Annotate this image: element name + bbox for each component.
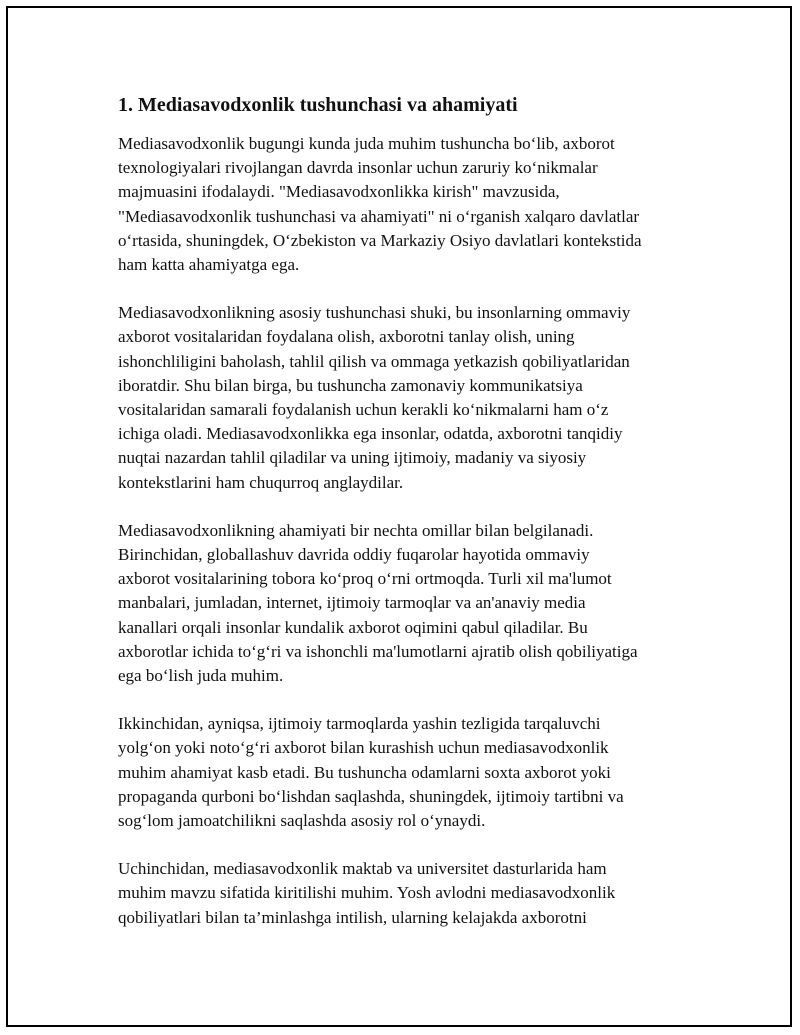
text-line: muhim mavzu sifatida kiritilishi muhim. Yosh avlodni mediasavodxonlik bbox=[118, 883, 616, 903]
text-line: o‘rtasida, shuningdek, O‘zbekiston va Markaziy Osiyo davlatlari kontekstida bbox=[118, 230, 642, 250]
text-line: ishonchliligini baholash, tahlil qilish va ommaga yetkazish qobiliyatlaridan bbox=[118, 351, 630, 371]
text-line: Ikkinchidan, ayniqsa, ijtimoiy tarmoqlarda yashin tezligida tarqaluvchi bbox=[118, 714, 601, 734]
text-line: Birinchidan, globallashuv davrida oddiy fuqarolar hayotida ommaviy bbox=[118, 545, 590, 565]
text-line: Mediasavodxonlikning asosiy tushunchasi shuki, bu insonlarning ommaviy bbox=[118, 303, 631, 323]
text-line: muhim ahamiyat kasb etadi. Bu tushuncha odamlarni soxta axborot yoki bbox=[118, 762, 611, 782]
text-line: ham katta ahamiyatga ega. bbox=[118, 255, 300, 275]
text-line: kanallari orqali insonlar kundalik axborot oqimini qabul qiladilar. Bu bbox=[118, 617, 588, 637]
text-line: ega bo‘lish juda muhim. bbox=[118, 666, 284, 686]
text-line: ichiga oladi. Mediasavodxonlikka ega insonlar, odatda, axborotni tanqidiy bbox=[118, 424, 623, 444]
text-line: majmuasini ifodalaydi. "Mediasavodxonlikka kirish" mavzusida, bbox=[118, 182, 560, 202]
text-line: texnologiyalari rivojlangan davrda insonlar uchun zaruriy ko‘nikmalar bbox=[118, 158, 598, 178]
text-line: axborot vositalaridan foydalana olish, axborotni tanlay olish, uning bbox=[118, 327, 575, 347]
paragraph-2 bbox=[118, 301, 698, 495]
text-line: manbalari, jumladan, internet, ijtimoiy tarmoqlar va an'anaviy media bbox=[118, 593, 586, 613]
text-line: Mediasavodxonlikning ahamiyati bir nechta omillar bilan belgilanadi. bbox=[118, 520, 594, 540]
text-line: iboratdir. Shu bilan birga, bu tushuncha zamonaviy kommunikatsiya bbox=[118, 375, 583, 395]
paragraph-4 bbox=[118, 712, 698, 833]
text-line: axborot vositalarining tobora ko‘proq o‘rni ortmoqda. Turli xil ma'lumot bbox=[118, 569, 612, 589]
document-body bbox=[118, 92, 698, 954]
paragraph-5 bbox=[118, 857, 698, 930]
section-heading: 1. Mediasavodxonlik tushunchasi va ahamiyati bbox=[118, 94, 518, 116]
text-line: kontekstlarini ham chuqurroq anglaydilar. bbox=[118, 472, 404, 492]
text-line: nuqtai nazardan tahlil qiladilar va uning ijtimoiy, madaniy va siyosiy bbox=[118, 448, 587, 468]
text-line: Mediasavodxonlik bugungi kunda juda muhim tushuncha bo‘lib, axborot bbox=[118, 134, 615, 153]
text-line: "Mediasavodxonlik tushunchasi va ahamiyati" ni o‘rganish xalqaro davlatlar bbox=[118, 206, 640, 226]
paragraph-1 bbox=[118, 132, 698, 277]
paragraph-3 bbox=[118, 519, 698, 688]
text-line: vositalaridan samarali foydalanish uchun kerakli ko‘nikmalarni ham o‘z bbox=[118, 400, 609, 420]
text-line: propaganda qurboni bo‘lishdan saqlashda, shuningdek, ijtimoiy tartibni va bbox=[118, 786, 624, 806]
text-line: qobiliyatlari bilan ta’minlashga intilish, ularning kelajakda axborotni bbox=[118, 907, 587, 927]
text-line: Uchinchidan, mediasavodxonlik maktab va universitet dasturlarida ham bbox=[118, 859, 607, 879]
text-line: axborotlar ichida to‘g‘ri va ishonchli ma'lumotlarni ajratib olish qobiliyatiga bbox=[118, 641, 638, 661]
text-line: sog‘lom jamoatchilikni saqlashda asosiy rol o‘ynaydi. bbox=[118, 811, 486, 831]
text-line: yolg‘on yoki noto‘g‘ri axborot bilan kurashish uchun mediasavodxonlik bbox=[118, 738, 609, 758]
